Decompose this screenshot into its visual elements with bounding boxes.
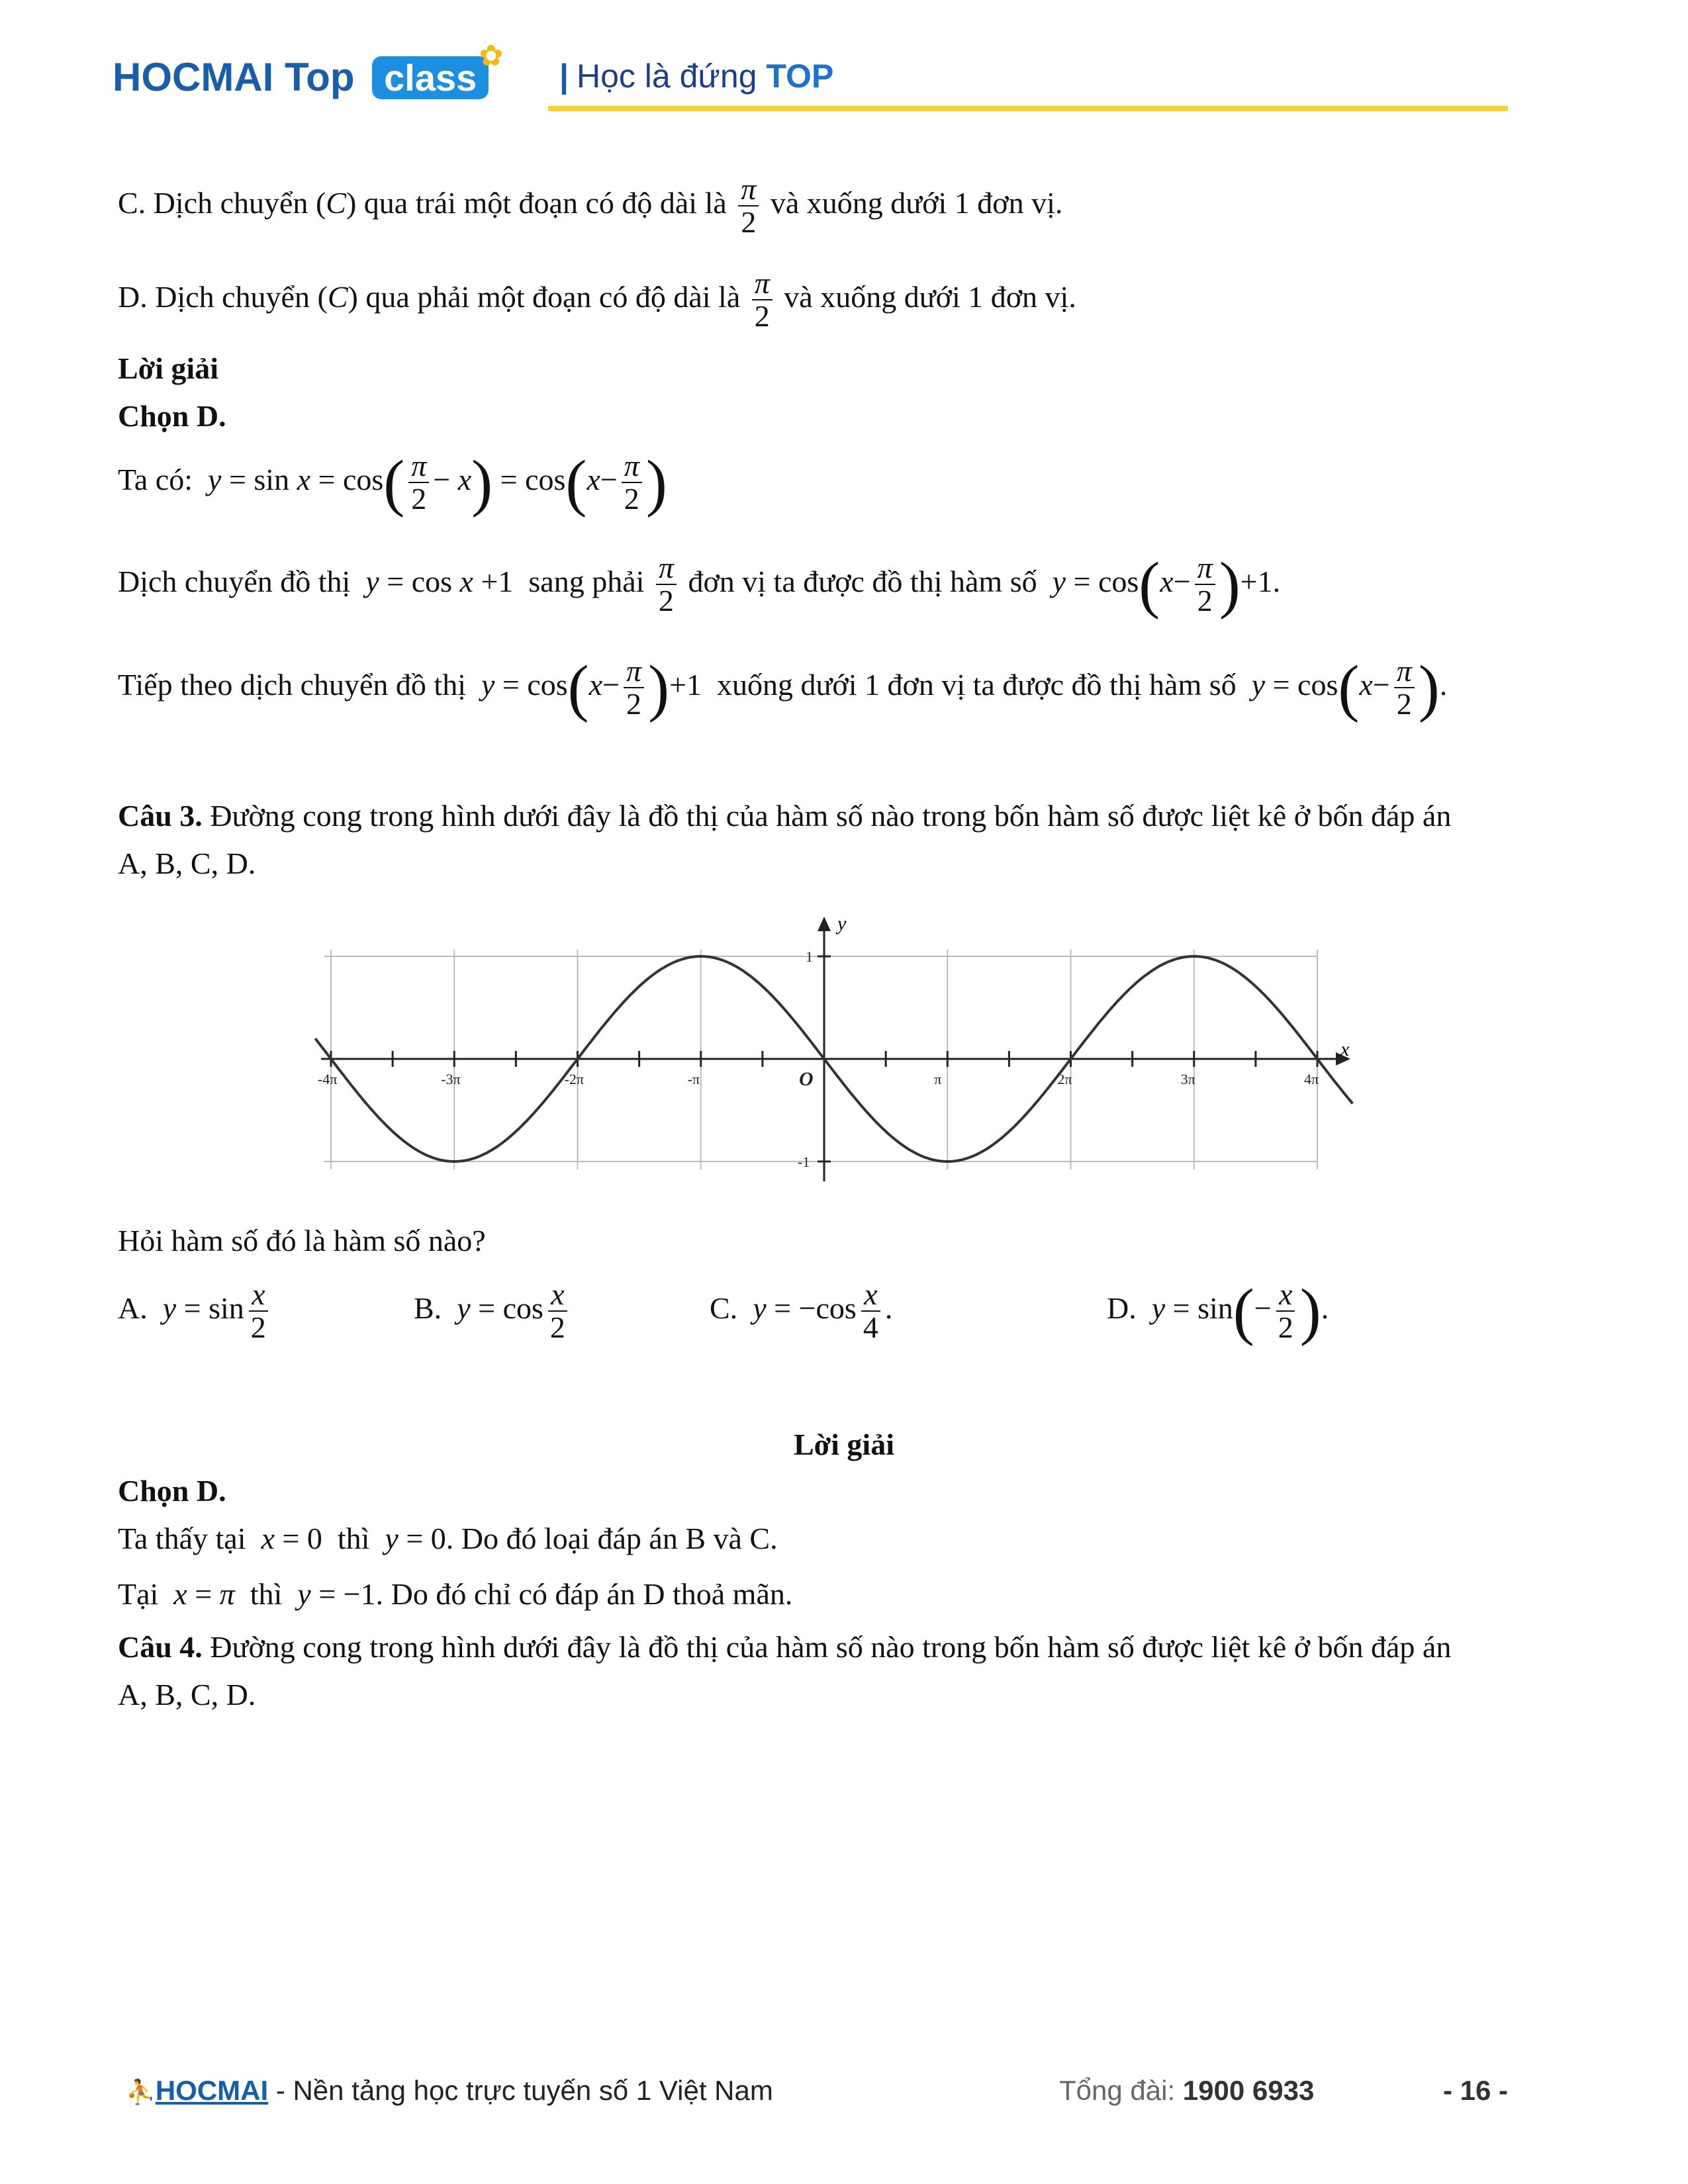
x-tick-label: -4π (318, 1071, 338, 1087)
cond-x-0: x = 0 (253, 1522, 322, 1555)
solution2-heading: Lời giải (118, 351, 218, 385)
question4-line2: A, B, C, D. (118, 1678, 256, 1711)
line3-b: xuống dưới 1 đơn vị ta được đồ thị hàm số (716, 667, 1237, 702)
sine-graph (311, 910, 1370, 1214)
question4-line1 (118, 1629, 1451, 1664)
page-number: - 16 - (1443, 2075, 1509, 2106)
solution2-choice: Chọn D. (118, 399, 226, 433)
curve-symbol: (C) (317, 279, 358, 314)
s3-line2-c: . Do đó chỉ có đáp án D thoả mãn. (375, 1577, 793, 1611)
y-tick-label: -1 (798, 1154, 810, 1170)
line2-b: sang phải (528, 564, 645, 598)
option-c-tail: và xuống dưới 1 đơn vị. (770, 185, 1063, 220)
option-d-tail: và xuống dưới 1 đơn vị. (784, 279, 1076, 314)
x-tick-label: π (934, 1071, 942, 1087)
x-tick-label: 3π (1180, 1071, 1196, 1087)
solution2-line3 (118, 652, 1448, 723)
question4-label: Câu 4. (118, 1630, 203, 1664)
hotline-label: Tổng đài: (1059, 2075, 1183, 2106)
option-d-label: D. Dịch chuyển (118, 279, 310, 314)
footer-tagline: - Nền tảng học trực tuyến số 1 Việt Nam (268, 2075, 773, 2106)
y-axis-arrow (818, 917, 831, 931)
footer-brand: HOCMAI (155, 2075, 269, 2106)
x-axis-label: x (1340, 1038, 1350, 1060)
line2-c: đơn vị ta được đồ thị hàm số (688, 564, 1037, 598)
formula-shifted-cos-plus1: y = cos(x− $\frac{\pi}{2}$ )+1 (473, 652, 702, 723)
question3-label: Câu 3. (118, 799, 203, 833)
s3-line2-b: thì (250, 1577, 283, 1611)
s3-line1-a: Ta thấy tại (118, 1522, 246, 1555)
brand-top: Top (284, 55, 355, 99)
cond-y-0: y = 0 (377, 1522, 446, 1555)
slogan-emphasis: TOP (766, 58, 834, 95)
option-b-label: B. (414, 1291, 442, 1325)
slogan-bar: | (559, 58, 569, 95)
s3-line1-c: . Do đó loại đáp án B và C. (445, 1522, 778, 1555)
option-c-formula: y = −cos $\frac{x}{4}$ . (745, 1277, 893, 1345)
class-word: class (384, 57, 477, 99)
x-tick-label: O (799, 1068, 814, 1090)
x-tick-label: 4π (1304, 1071, 1319, 1087)
footer-logo-icon: ⛹ (126, 2078, 156, 2105)
line1-prefix: Ta có: (118, 462, 193, 496)
option-b (414, 1279, 572, 1344)
formula-cosx-plus-1: y = cos x +1 (357, 564, 514, 598)
x-tick-label: -3π (441, 1071, 461, 1087)
footer (126, 2075, 1516, 2121)
solution2-line2 (118, 549, 1281, 620)
brand-name: HOCMAI (113, 55, 274, 99)
header-slogan (559, 57, 833, 95)
x-tick-label: 2π (1057, 1071, 1072, 1087)
curve-symbol: (C) (315, 185, 357, 220)
header-logo (113, 40, 504, 100)
option-d-formula: y = sin(− $\frac{x}{2}$ ). (1144, 1275, 1329, 1347)
footer-hotline (1059, 2075, 1314, 2107)
y-axis-label: y (837, 913, 847, 934)
option-a (118, 1279, 273, 1344)
formula-shifted-cos: y = cos(x− $\frac{\pi}{2}$ )+1. (1045, 549, 1281, 620)
header-divider (548, 106, 1508, 111)
gear-icon: ✿ (479, 40, 504, 72)
option-c-label: C. (710, 1291, 738, 1325)
question3-line1 (118, 798, 1451, 833)
cond-x-pi: x = π (165, 1577, 243, 1611)
y-tick-label: 1 (806, 948, 813, 965)
question3-ask: Hỏi hàm số đó là hàm số nào? (118, 1224, 486, 1257)
option-b-formula: y = cos $\frac{x}{2}$ (449, 1291, 572, 1325)
fraction-pi-2: $\frac{\pi}{2}$ (738, 173, 759, 239)
option-c-label: C. Dịch chuyển (118, 185, 308, 220)
option-a-formula: y = sin $\frac{x}{2}$ (155, 1291, 273, 1325)
question3-line2: A, B, C, D. (118, 846, 256, 880)
cond-y-minus-1: y = −1 (289, 1577, 376, 1611)
solution3-line2 (118, 1576, 792, 1612)
option-d (1107, 1275, 1329, 1347)
solution3-line1 (118, 1521, 778, 1556)
solution2-line1 (118, 447, 667, 518)
option-c (710, 1279, 892, 1344)
formula-result: y = cos(x− $\frac{\pi}{2}$ ). (1244, 652, 1448, 723)
line3-a: Tiếp theo dịch chuyển đồ thị (118, 667, 466, 702)
fraction-pi-2: $\frac{\pi}{2}$ (656, 552, 677, 617)
x-tick-label: -2π (564, 1071, 584, 1087)
option-c-text: qua trái một đoạn có độ dài là (363, 185, 727, 220)
option-a-label: A. (118, 1291, 148, 1325)
solution3-choice: Chọn D. (118, 1474, 226, 1508)
slogan-text: Học là đứng (577, 58, 757, 95)
option-c-prev (118, 173, 1062, 239)
s3-line1-b: thì (337, 1522, 370, 1555)
fraction-pi-2: $\frac{\pi}{2}$ (752, 267, 773, 333)
s3-line2-a: Tại (118, 1577, 159, 1611)
question3-text: Đường cong trong hình dưới đây là đồ thị của hàm số nào trong bốn hàm số được liệt kê ở bốn đáp án (210, 799, 1452, 833)
option-d-label: D. (1107, 1291, 1137, 1325)
option-d-prev (118, 267, 1076, 333)
hotline-number: 1900 6933 (1182, 2075, 1315, 2106)
solution3-heading: Lời giải (794, 1428, 894, 1461)
question4-text: Đường cong trong hình dưới đây là đồ thị của hàm số nào trong bốn hàm số được liệt kê ở bốn đáp án (210, 1630, 1452, 1664)
formula-sin-cos: y = sin x = cos( $\frac{\pi}{2}$ − x) = cos(x− $\frac{\pi}{2}$ ) (200, 447, 667, 518)
class-badge (372, 40, 504, 99)
line2-a: Dịch chuyển đồ thị (118, 564, 351, 598)
x-tick-label: -π (687, 1071, 700, 1087)
option-d-text: qua phải một đoạn có độ dài là (365, 279, 741, 314)
